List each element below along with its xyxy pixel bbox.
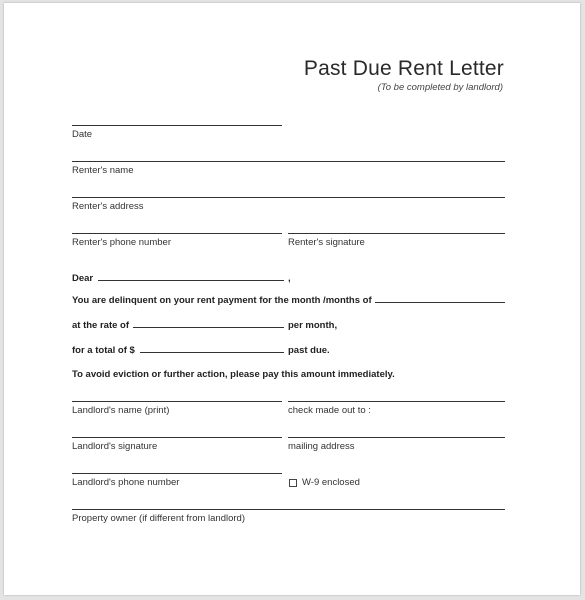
landlord-phone-line[interactable] [72,473,282,474]
landlord-name-label: Landlord's name (print) [72,405,170,416]
mailing-address-line[interactable] [288,437,505,438]
rate-text: at the rate of [72,320,130,331]
renters-address-label: Renter's address [72,201,144,212]
page-title: Past Due Rent Letter [303,57,504,80]
letter-page [4,3,580,595]
check-made-out-line[interactable] [288,401,505,402]
avoid-eviction-text: To avoid eviction or further action, please pay this amount immediately. [72,369,395,380]
renters-name-label: Renter's name [72,165,134,176]
landlord-signature-label: Landlord's signature [72,441,158,452]
renters-signature-label: Renter's signature [288,237,365,248]
landlord-phone-label: Landlord's phone number [72,477,180,488]
dear-label: Dear [72,273,94,284]
dear-name-line[interactable] [98,280,284,281]
renters-name-line[interactable] [72,161,505,162]
delinquent-text: You are delinquent on your rent payment for the month /months of [72,295,372,306]
per-month-text: per month, [288,320,338,331]
renters-address-line[interactable] [72,197,505,198]
mailing-address-label: mailing address [288,441,355,452]
landlord-signature-line[interactable] [72,437,282,438]
check-made-out-label: check made out to : [288,405,371,416]
page-subtitle: (To be completed by landlord) [377,82,503,93]
renters-phone-label: Renter's phone number [72,237,171,248]
past-due-text: past due. [288,345,330,356]
landlord-name-line[interactable] [72,401,282,402]
rate-line[interactable] [133,327,284,328]
months-line[interactable] [375,302,505,303]
renters-phone-line[interactable] [72,233,282,234]
w9-label: W-9 enclosed [302,477,360,488]
w9-checkbox[interactable] [289,479,297,487]
date-line[interactable] [72,125,282,126]
property-owner-label: Property owner (if different from landlord) [72,513,246,524]
dear-comma: , [288,273,291,284]
renters-signature-line[interactable] [288,233,505,234]
property-owner-line[interactable] [72,509,505,510]
date-label: Date [72,129,93,140]
total-text: for a total of $ [72,345,135,356]
total-line[interactable] [140,352,284,353]
